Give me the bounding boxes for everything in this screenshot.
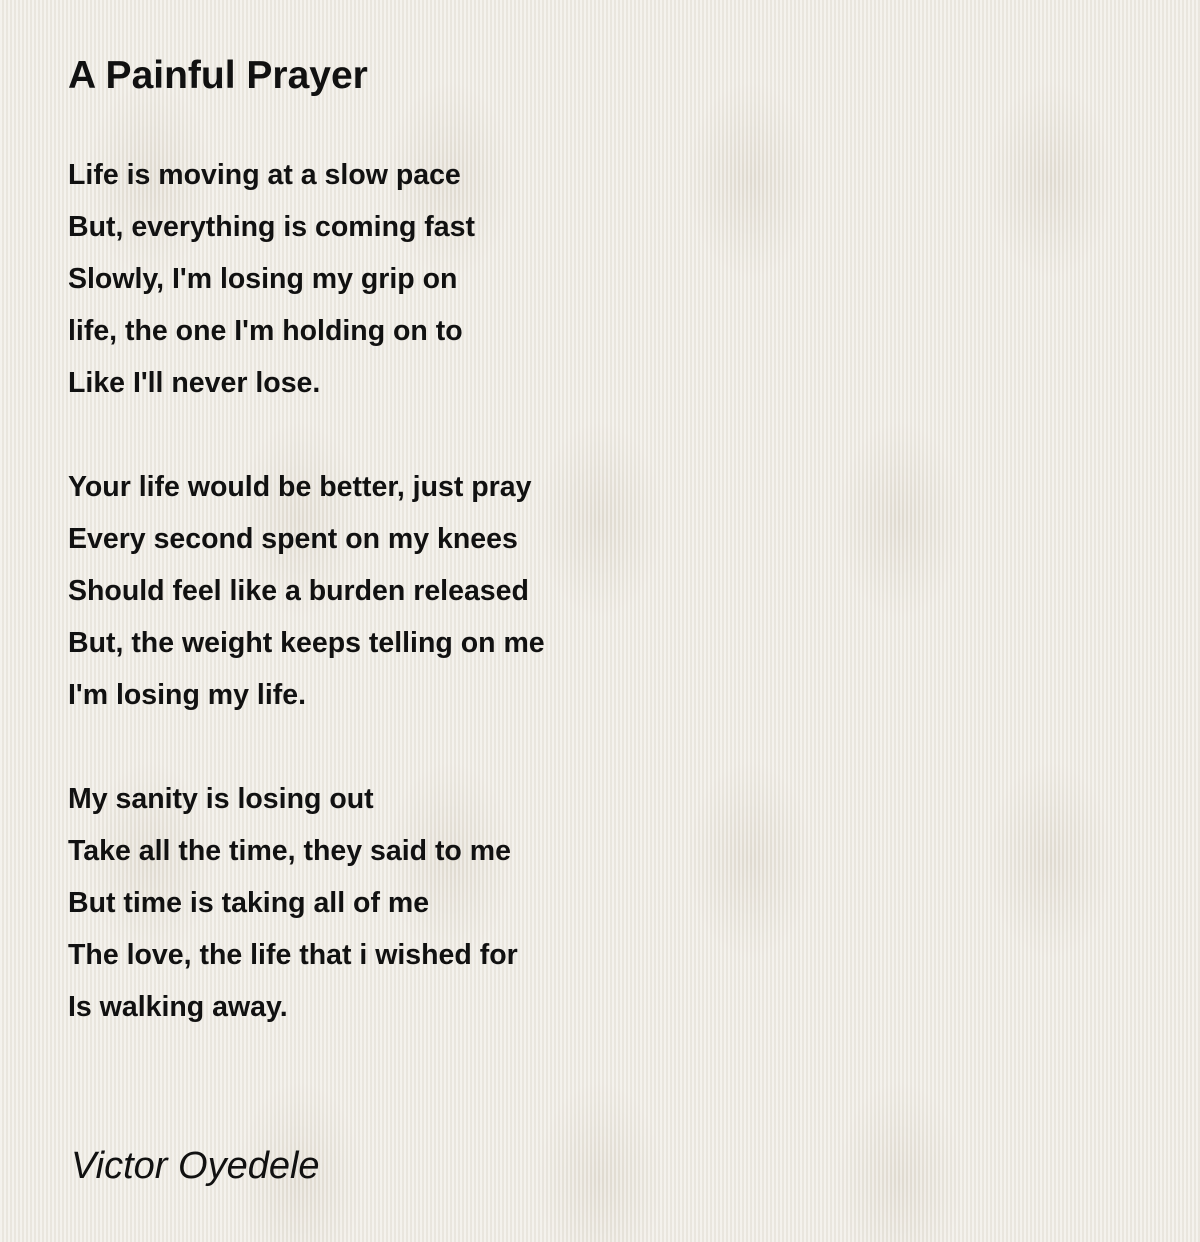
poem-title: A Painful Prayer (68, 54, 368, 97)
poem-line: Every second spent on my knees (68, 523, 518, 555)
poem-line: My sanity is losing out (68, 783, 374, 815)
poem-line: Life is moving at a slow pace (68, 159, 461, 191)
poem-line: But, the weight keeps telling on me (68, 627, 545, 659)
poem-line: Like I'll never lose. (68, 367, 321, 399)
poem-line: Should feel like a burden released (68, 575, 529, 607)
stanza-3 (68, 773, 968, 1033)
poem-line: But, everything is coming fast (68, 211, 475, 243)
poem-body (68, 149, 968, 1085)
stanza-1 (68, 149, 968, 409)
poem-author: Victor Oyedele (71, 1145, 320, 1187)
poem-line: Is walking away. (68, 991, 288, 1023)
poem-line: Your life would be better, just pray (68, 471, 532, 503)
poem-line: The love, the life that i wished for (68, 939, 518, 971)
poem-line: Take all the time, they said to me (68, 835, 511, 867)
poem-line: life, the one I'm holding on to (68, 315, 463, 347)
stanza-2 (68, 461, 968, 721)
poem-line: But time is taking all of me (68, 887, 430, 919)
poem-line: I'm losing my life. (68, 679, 306, 711)
poem-line: Slowly, I'm losing my grip on (68, 263, 458, 295)
